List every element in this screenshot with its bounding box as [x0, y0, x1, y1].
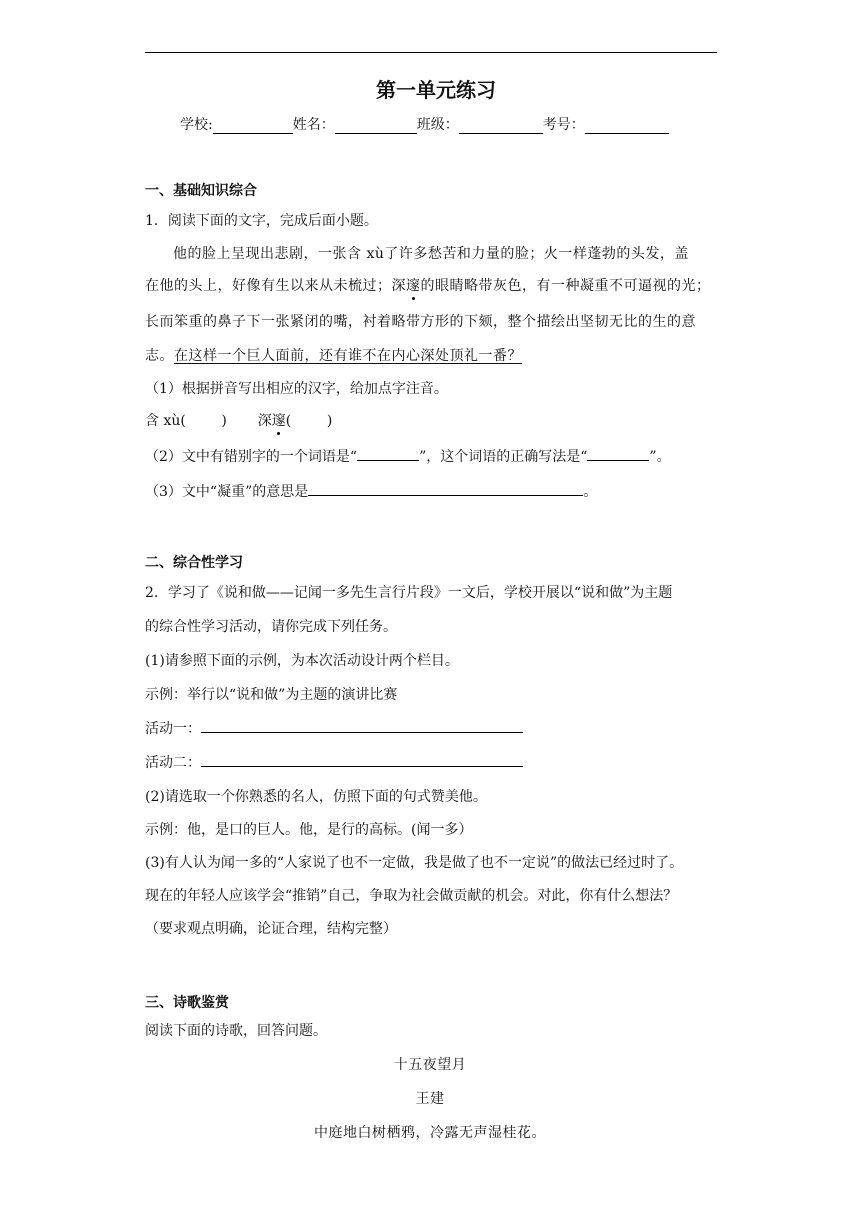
- q2-activity2: [145, 752, 523, 772]
- poem-line-1: 中庭地白树栖鸦，冷露无声湿桂花。: [314, 1125, 546, 1141]
- activity1-blank[interactable]: [201, 718, 523, 733]
- sub3-answer-blank[interactable]: [308, 481, 583, 496]
- q2-line-1: 2．学习了《说和做——记闻一多先生言行片段》一文后，学校开展以“说和做”为主题: [145, 585, 673, 601]
- sub3-text-b: 。: [583, 484, 598, 500]
- sub2-wrong-word-blank[interactable]: [357, 446, 419, 461]
- passage-line-4: [145, 345, 522, 365]
- exam-no-label: 考号：: [542, 117, 585, 133]
- q2-example2: 示例：他，是口的巨人。他，是行的高标。(闻一多）: [145, 822, 473, 838]
- sub1-answer-shen: 深: [257, 413, 272, 429]
- name-blank[interactable]: [335, 119, 417, 134]
- q2-line-2: 的综合性学习活动，请你完成下列任务。: [145, 619, 397, 635]
- q1-sub1: （1）根据拼音写出相应的汉字，给加点字注音。: [145, 381, 448, 397]
- passage-word-shen: 深: [391, 278, 406, 294]
- dotted-char-sui: 邃: [406, 275, 421, 295]
- passage-line-2-part-a: 在他的头上，好像有生以来从未梳过；: [145, 278, 392, 294]
- q2-task2: (2)请选取一个你熟悉的名人，仿照下面的句式赞美他。: [145, 789, 487, 805]
- poem-title: 十五夜望月: [393, 1057, 467, 1073]
- sub2-correct-word-blank[interactable]: [587, 446, 649, 461]
- exam-no-blank[interactable]: [585, 119, 669, 134]
- passage-line-2-part-b: 的眼睛略带灰色，有一种凝重不可逼视的光；: [420, 278, 711, 294]
- q1-sub1-answer: [145, 410, 332, 430]
- q2-task3-line-2: 现在的年轻人应该学会“推销”自己，争取为社会做贡献的机会。对此，你有什么想法？: [145, 888, 678, 904]
- q1-sub2: [145, 446, 671, 466]
- sub1-dotted-char-sui: 邃: [272, 410, 286, 430]
- passage-line-2: [145, 275, 711, 295]
- sub2-text-a: （2）文中有错别字的一个词语是“: [145, 449, 358, 465]
- sub1-answer-sui-blank[interactable]: ( ): [285, 413, 333, 429]
- activity2-label: 活动二：: [145, 755, 201, 771]
- q2-task1: (1)请参照下面的示例，为本次活动设计两个栏目。: [145, 653, 459, 669]
- page-title: 第一单元练习: [376, 78, 496, 102]
- q1-stem: 1．阅读下面的文字，完成后面小题。: [145, 213, 378, 229]
- q2-task3-line-1: (3)有人认为闻一多的“人家说了也不一定做，我是做了也不一定说”的做法已经过时了。: [145, 855, 684, 871]
- section3-heading: 三、诗歌鉴赏: [145, 995, 229, 1011]
- name-label: 姓名：: [292, 117, 335, 133]
- class-blank[interactable]: [459, 119, 543, 134]
- q2-example1: 示例：举行以“说和做”为主题的演讲比赛: [145, 687, 398, 703]
- activity2-blank[interactable]: [201, 752, 523, 767]
- q2-task3-line-3: （要求观点明确，论证合理，结构完整）: [145, 921, 397, 937]
- q1-sub3: [145, 481, 597, 501]
- poem-author: 王建: [415, 1091, 445, 1107]
- passage-line-1: 他的脸上呈现出悲剧，一张含 xù了许多愁苦和力量的脸；火一样蓬勃的头发，盖: [173, 246, 689, 262]
- sub2-text-b: ”，这个词语的正确写法是“: [419, 449, 588, 465]
- sub1-answer-xu[interactable]: 含 xù( ): [145, 413, 227, 429]
- header-rule: [145, 52, 717, 53]
- sub3-text-a: （3）文中“凝重”的意思是: [145, 484, 309, 500]
- school-blank[interactable]: [213, 119, 293, 134]
- section3-instruction: 阅读下面的诗歌，回答问题。: [145, 1023, 327, 1039]
- section1-heading: 一、基础知识综合: [145, 183, 257, 199]
- passage-underlined-sentence: 在这样一个巨人面前，还有谁不在内心深处顶礼一番？: [174, 348, 522, 364]
- activity1-label: 活动一：: [145, 721, 201, 737]
- passage-line-4-part-a: 志。: [145, 348, 174, 364]
- school-label: 学校:: [180, 117, 213, 133]
- section2-heading: 二、综合性学习: [145, 555, 243, 571]
- sub2-text-c: ”。: [649, 449, 671, 465]
- student-info-line: [180, 114, 669, 134]
- passage-line-3: 长而笨重的鼻子下一张紧闭的嘴，衬着略带方形的下颏，整个描绘出坚韧无比的生的意: [145, 314, 696, 330]
- class-label: 班级：: [416, 117, 459, 133]
- q2-activity1: [145, 718, 523, 738]
